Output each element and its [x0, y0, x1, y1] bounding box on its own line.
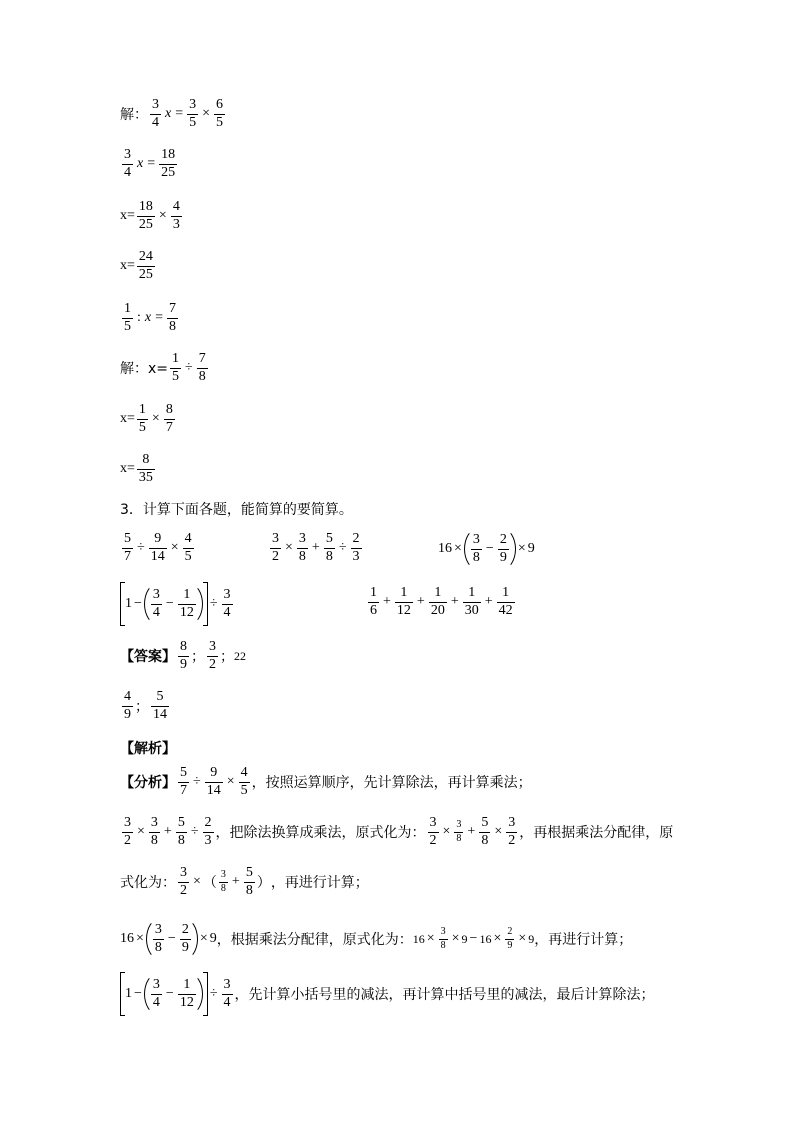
plus-sign: +	[450, 594, 459, 610]
equation-line-6	[120, 352, 210, 384]
x-equals: x=	[120, 208, 135, 224]
analysis-line-1	[120, 766, 532, 798]
times-sign: ×	[199, 931, 208, 946]
fraction: $\frac{3}{2}$	[429, 815, 437, 848]
fraction: $\frac{5}{8}$	[481, 815, 489, 848]
separator: ；	[135, 699, 149, 716]
fraction: $\frac{1}{12}$	[179, 976, 194, 1010]
right-paren: ）	[256, 875, 271, 892]
times-sign: ×	[285, 540, 293, 556]
fraction: $\frac{5}{8}$	[245, 865, 253, 898]
number: 1	[125, 986, 132, 1001]
parentheses	[146, 918, 198, 960]
fraction: $\frac{1}{5}$	[172, 351, 180, 384]
divide-sign: ÷	[190, 824, 199, 840]
times-sign: ×	[137, 824, 145, 840]
fraction: $\frac{3}{8}$	[298, 531, 306, 564]
times-sign: ×	[493, 931, 502, 946]
equation-line-5	[120, 302, 180, 334]
minus-sign: −	[165, 986, 174, 1001]
colon-sign: :	[137, 310, 141, 326]
fraction: $\frac{3}{4}$	[223, 976, 231, 1010]
fraction: $\frac{3}{8}$	[220, 869, 226, 894]
separator: ；	[191, 649, 205, 666]
answer-label: 【答案】	[120, 649, 176, 666]
answer-value: 22	[234, 648, 246, 663]
fraction: $\frac{1}{42}$	[498, 585, 513, 618]
fraction: $\frac{3}{8}$	[456, 819, 462, 844]
fraction: $\frac{7}{8}$	[198, 351, 206, 384]
fraction: $\frac{3}{4}$	[223, 586, 231, 620]
plus-sign: +	[484, 594, 493, 610]
plus-sign: +	[383, 594, 391, 610]
times-sign: ×	[451, 931, 460, 946]
analysis-label: 【解析】	[120, 741, 176, 757]
analysis-text: ，再根据乘法分配律，原	[519, 825, 674, 842]
number: 16	[479, 931, 492, 946]
times-sign: ×	[170, 540, 179, 556]
parentheses	[144, 583, 203, 625]
variable-x: x	[144, 310, 152, 326]
equation-line-8	[120, 453, 157, 485]
number: 9	[528, 931, 535, 946]
fraction: $\frac{1}{5}$	[138, 402, 146, 435]
equals-sign: =	[175, 106, 184, 122]
equation-line-4	[120, 250, 157, 282]
equation-line-7	[120, 403, 177, 435]
times-sign: ×	[136, 931, 144, 946]
question-3-title: 3．计算下面各题，能简算的要简算。	[120, 502, 353, 518]
times-sign: ×	[426, 931, 435, 946]
equals-sign: =	[155, 310, 164, 326]
fraction: $\frac{5}{7}$	[180, 765, 187, 798]
fraction: $\frac{3}{8}$	[440, 926, 446, 951]
equation-line-2	[120, 148, 179, 180]
fraction: $\frac{3}{2}$	[124, 815, 131, 848]
fraction: $\frac{2}{9}$	[507, 926, 513, 951]
minus-sign: −	[167, 931, 176, 946]
times-sign: ×	[494, 824, 503, 840]
times-sign: ×	[193, 874, 201, 890]
problem-2	[268, 532, 364, 564]
fraction: $\frac{3}{4}$	[152, 97, 159, 130]
number: 16	[120, 931, 134, 946]
parentheses	[464, 528, 516, 570]
problem-3	[438, 528, 535, 570]
analysis-text: 式化为：	[120, 875, 176, 892]
problem-4	[120, 582, 235, 626]
problem-1	[120, 532, 196, 564]
variable-x: x	[165, 106, 172, 122]
fraction: $\frac{1}{12}$	[396, 585, 411, 618]
solution-prefix: 解：	[120, 107, 148, 124]
analysis-line-4	[120, 918, 632, 960]
number: 1	[125, 596, 132, 611]
fraction: $\frac{1}{12}$	[179, 586, 194, 620]
plus-sign: +	[231, 874, 240, 890]
times-sign: ×	[518, 931, 527, 946]
fraction: $\frac{3}{4}$	[152, 586, 160, 620]
solution-x-equals: 解：x=	[120, 361, 169, 378]
number: 9	[461, 931, 468, 946]
fraction: $\frac{3}{8}$	[150, 815, 158, 848]
analysis-text: ，按照运算顺序，先计算除法，再计算乘法；	[251, 775, 532, 792]
fraction: $\frac{8}{35}$	[138, 452, 153, 485]
variable-x: x	[137, 156, 144, 172]
equals-sign: =	[147, 156, 156, 172]
divide-sign: ÷	[209, 596, 218, 611]
square-brackets	[120, 582, 208, 626]
fraction: $\frac{18}{25}$	[161, 147, 176, 180]
fraction: $\frac{2}{9}$	[181, 921, 189, 955]
answer-line-2	[120, 690, 171, 722]
analysis-line-5	[120, 972, 655, 1016]
fraction: $\frac{5}{8}$	[325, 531, 333, 564]
separator: ；	[220, 649, 234, 666]
analysis-text: ，再进行计算；	[270, 875, 369, 892]
fraction: $\frac{8}{7}$	[165, 402, 173, 435]
times-sign: ×	[454, 541, 462, 556]
times-sign: ×	[517, 541, 526, 556]
minus-sign: −	[485, 541, 494, 556]
number: 9	[209, 931, 217, 946]
equation-line-1	[120, 98, 227, 130]
fraction: $\frac{4}{5}$	[240, 765, 248, 798]
fraction: $\frac{1}{20}$	[430, 585, 445, 618]
number: 16	[438, 541, 452, 556]
plus-sign: +	[467, 824, 476, 840]
fraction: $\frac{3}{2}$	[508, 815, 516, 848]
x-equals: x=	[120, 411, 135, 427]
fraction: $\frac{9}{14}$	[206, 765, 221, 798]
divide-sign: ÷	[209, 986, 218, 1001]
analysis-text: ，先计算小括号里的减法，再计算中括号里的减法，最后计算除法；	[234, 987, 655, 1003]
fraction: $\frac{3}{4}$	[124, 147, 131, 180]
fraction: $\frac{1}{6}$	[370, 585, 377, 618]
fraction: $\frac{2}{3}$	[352, 531, 360, 564]
plus-sign: +	[163, 824, 172, 840]
analysis-line-2	[120, 816, 673, 848]
fenxi-label: 【分析】	[120, 775, 176, 792]
times-sign: ×	[151, 411, 160, 427]
analysis-line-3	[120, 866, 369, 898]
fraction: $\frac{18}{25}$	[138, 199, 153, 232]
fraction: $\frac{4}{9}$	[124, 689, 131, 722]
times-sign: ×	[442, 824, 451, 840]
fraction: $\frac{5}{14}$	[153, 689, 167, 722]
problem-5	[366, 586, 517, 618]
times-sign: ×	[202, 106, 211, 122]
divide-sign: ÷	[338, 540, 347, 556]
divide-sign: ÷	[137, 540, 145, 556]
analysis-text: ，再进行计算；	[534, 932, 633, 948]
divide-sign: ÷	[185, 360, 193, 376]
fraction: $\frac{24}{25}$	[138, 249, 153, 282]
fraction: $\frac{8}{9}$	[180, 639, 187, 672]
analysis-text: ，把除法换算成乘法，原式化为：	[215, 825, 426, 842]
x-equals: x=	[120, 258, 135, 274]
fraction: $\frac{2}{3}$	[204, 815, 212, 848]
fraction: $\frac{3}{5}$	[189, 97, 197, 130]
minus-sign: −	[134, 986, 142, 1001]
fraction: $\frac{3}{2}$	[272, 531, 279, 564]
answer-line-1	[120, 640, 246, 672]
parentheses	[144, 973, 203, 1015]
fraction: $\frac{5}{8}$	[177, 815, 185, 848]
x-equals: x=	[120, 461, 135, 477]
divide-sign: ÷	[193, 774, 201, 790]
left-paren: （	[202, 875, 217, 892]
fraction: $\frac{3}{2}$	[180, 865, 187, 898]
fraction: $\frac{1}{5}$	[124, 301, 131, 334]
plus-sign: +	[416, 594, 425, 610]
times-sign: ×	[226, 774, 235, 790]
fraction: $\frac{6}{5}$	[216, 97, 224, 130]
fraction: $\frac{5}{7}$	[124, 531, 131, 564]
number: 9	[527, 541, 535, 556]
fraction: $\frac{4}{5}$	[184, 531, 192, 564]
fraction: $\frac{3}{8}$	[472, 531, 480, 565]
fraction: $\frac{9}{14}$	[150, 531, 165, 564]
equation-line-3	[120, 200, 184, 232]
plus-sign: +	[311, 540, 320, 556]
fraction: $\frac{1}{30}$	[464, 585, 479, 618]
minus-sign: −	[469, 931, 478, 946]
square-brackets	[120, 972, 208, 1016]
number: 16	[412, 931, 425, 946]
analysis-text: ，根据乘法分配律，原式化为：	[216, 932, 413, 948]
fraction: $\frac{3}{4}$	[152, 976, 160, 1010]
fraction: $\frac{4}{3}$	[172, 199, 180, 232]
fraction: $\frac{3}{8}$	[154, 921, 162, 955]
fraction: $\frac{3}{2}$	[209, 639, 216, 672]
fraction: $\frac{2}{9}$	[499, 531, 507, 565]
minus-sign: −	[165, 596, 174, 611]
fraction: $\frac{7}{8}$	[169, 301, 177, 334]
times-sign: ×	[158, 208, 167, 224]
minus-sign: −	[134, 596, 142, 611]
